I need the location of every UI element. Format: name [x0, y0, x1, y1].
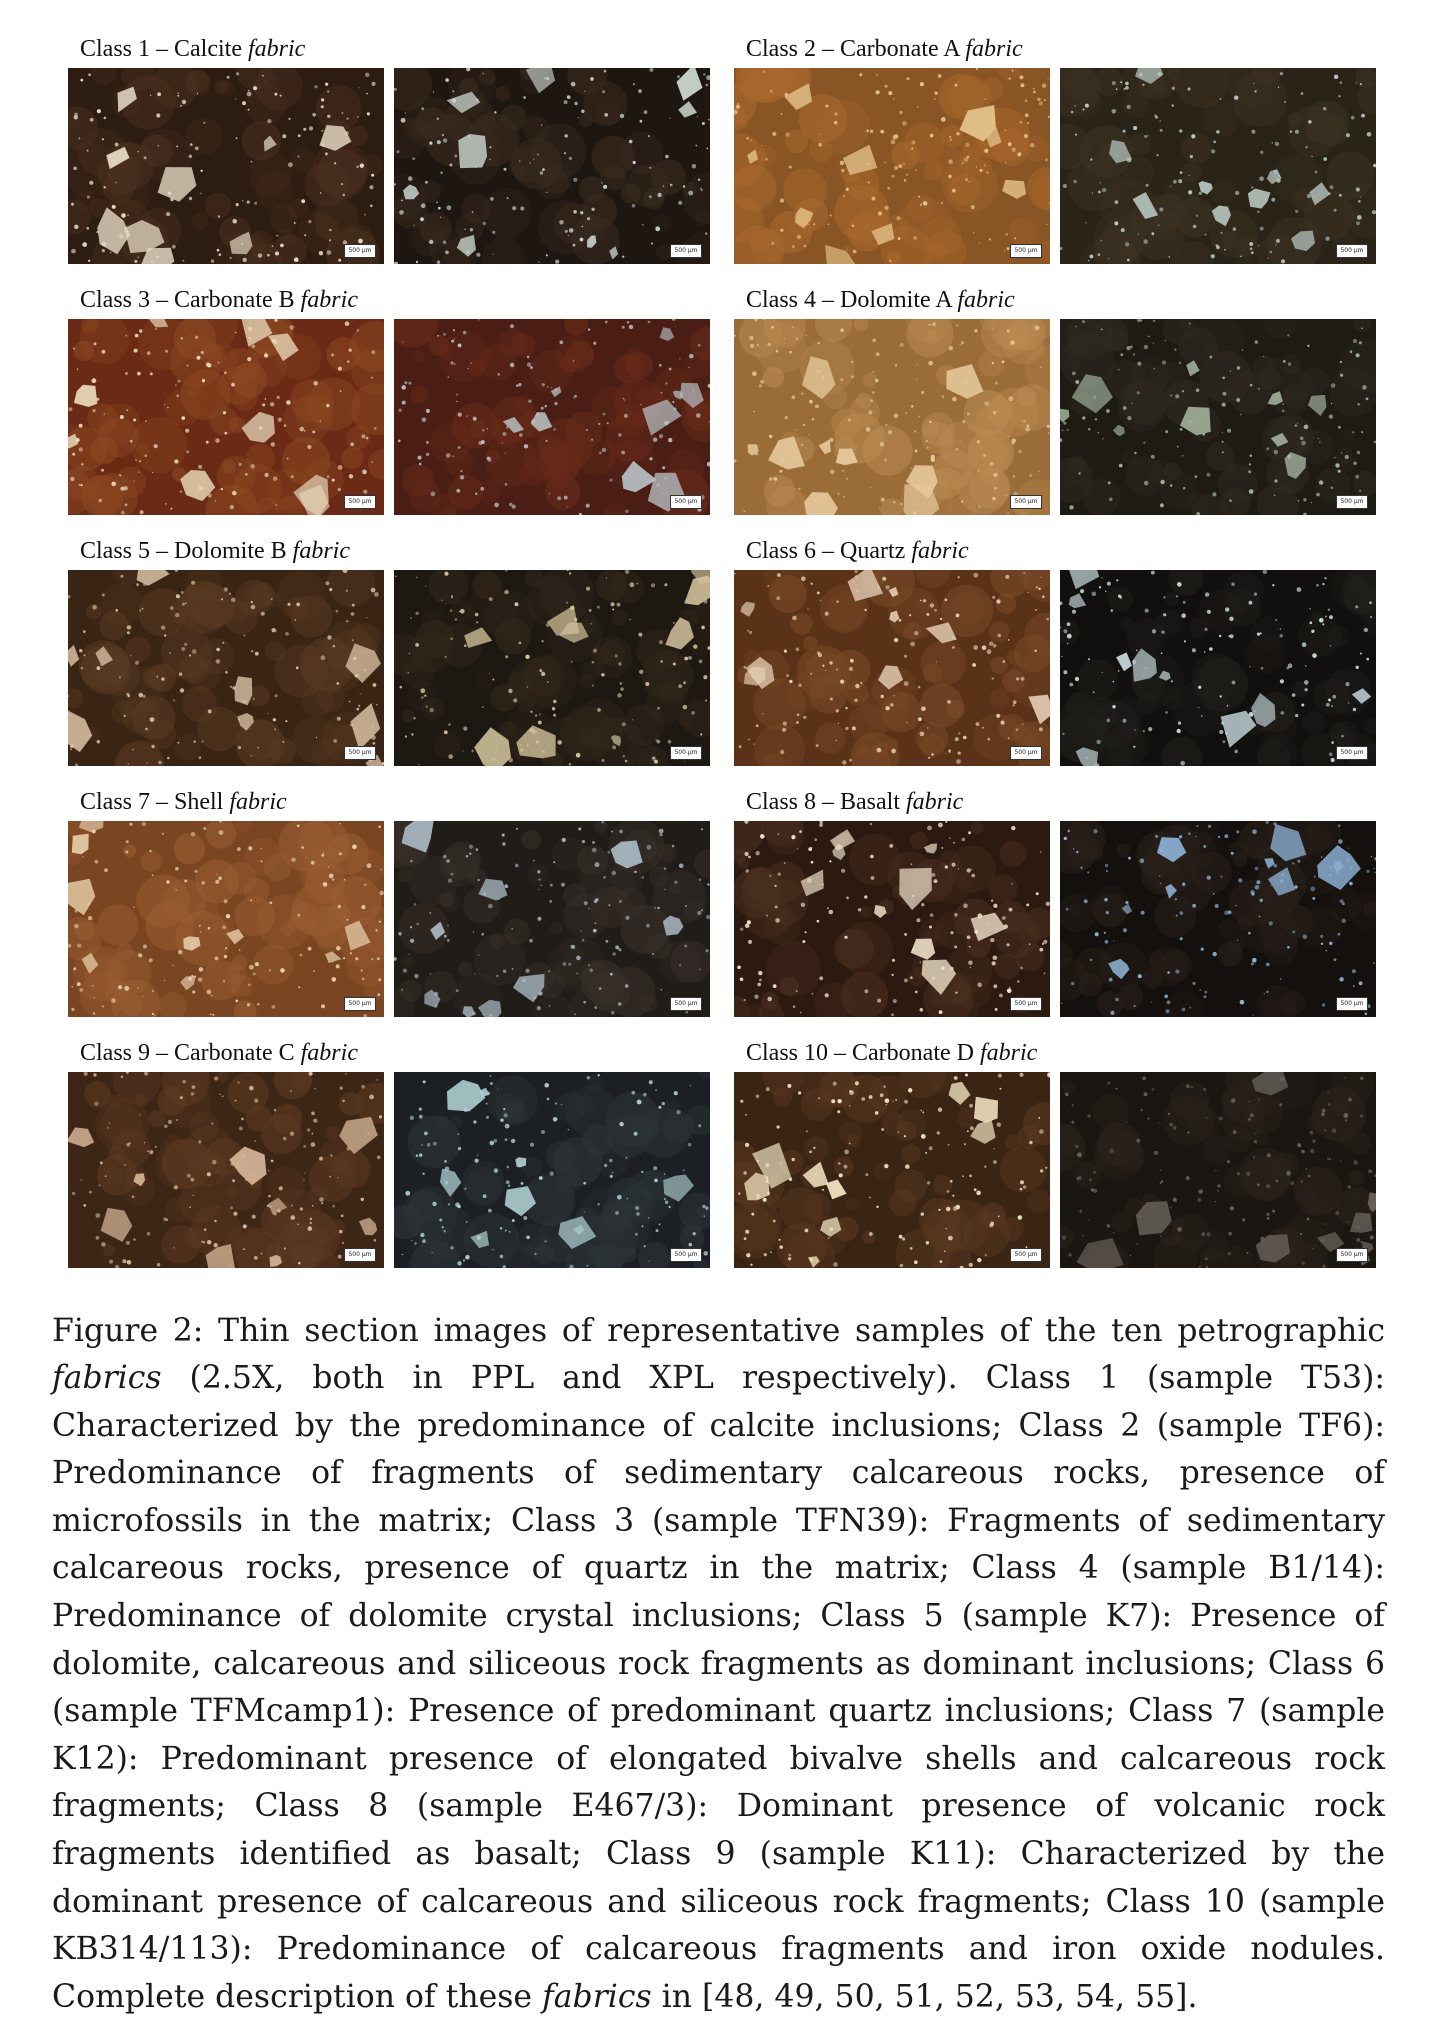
fabric-word: fabric: [911, 538, 968, 564]
xpl-micrograph-image: [394, 1072, 710, 1268]
ppl-micrograph: [68, 68, 384, 264]
panel-title: [68, 536, 700, 566]
class-label: Class 6 – Quartz: [746, 538, 905, 564]
scale-bar: 500 µm: [670, 495, 702, 509]
fabric-word: fabric: [293, 538, 350, 564]
scale-bar: 500 µm: [1010, 495, 1042, 509]
caption-text-1: Figure 2: Thin section images of representative samples of the ten petrographic: [52, 1313, 1385, 1349]
class-label: Class 10 – Carbonate D: [746, 1040, 974, 1066]
micrograph-pair: [68, 1072, 700, 1268]
class-label: Class 7 – Shell: [80, 789, 223, 815]
fabric-word: fabric: [229, 789, 286, 815]
micrograph-pair: [68, 68, 700, 264]
micrograph-pair: [734, 570, 1366, 766]
ppl-micrograph: [734, 821, 1050, 1017]
xpl-micrograph-image: [1060, 1072, 1376, 1268]
fabric-panel: [734, 787, 1366, 817]
fabric-panel: [68, 787, 700, 817]
micrograph-pair: [68, 319, 700, 515]
figure-caption: [52, 1308, 1385, 2021]
caption-italic-fabrics-2: fabrics: [542, 1979, 652, 2015]
caption-italic-fabrics-1: fabrics: [52, 1360, 162, 1396]
scale-bar: 500 µm: [670, 244, 702, 258]
scale-bar: 500 µm: [1010, 746, 1042, 760]
scale-bar: 500 µm: [1010, 997, 1042, 1011]
fabric-panel: [68, 34, 700, 64]
ppl-micrograph-image: [68, 1072, 384, 1268]
ppl-micrograph-image: [734, 821, 1050, 1017]
scale-bar: 500 µm: [344, 1248, 376, 1262]
fabric-word: fabric: [965, 36, 1022, 62]
ppl-micrograph: [734, 1072, 1050, 1268]
scale-bar: 500 µm: [1336, 997, 1368, 1011]
scale-bar: 500 µm: [1336, 746, 1368, 760]
scale-bar: 500 µm: [1010, 1248, 1042, 1262]
ppl-micrograph-image: [68, 319, 384, 515]
panel-title: [68, 1038, 700, 1068]
scale-bar: 500 µm: [344, 495, 376, 509]
panel-title: [68, 787, 700, 817]
ppl-micrograph: [734, 319, 1050, 515]
micrograph-pair: [734, 68, 1366, 264]
scale-bar: 500 µm: [344, 997, 376, 1011]
micrograph-pair: [68, 821, 700, 1017]
panel-title: [734, 787, 1366, 817]
fabric-panel: [734, 1038, 1366, 1068]
ppl-micrograph-image: [68, 68, 384, 264]
ppl-micrograph: [68, 319, 384, 515]
xpl-micrograph-image: [1060, 570, 1376, 766]
xpl-micrograph: [1060, 68, 1376, 264]
fabric-word: fabric: [301, 1040, 358, 1066]
xpl-micrograph-image: [1060, 68, 1376, 264]
fabric-word: fabric: [980, 1040, 1037, 1066]
panel-title: [68, 34, 700, 64]
scale-bar: 500 µm: [344, 746, 376, 760]
xpl-micrograph: [1060, 319, 1376, 515]
xpl-micrograph: [1060, 821, 1376, 1017]
panel-title: [734, 1038, 1366, 1068]
xpl-micrograph: [394, 1072, 710, 1268]
xpl-micrograph-image: [394, 821, 710, 1017]
fabric-panel: [734, 536, 1366, 566]
ppl-micrograph-image: [734, 319, 1050, 515]
ppl-micrograph: [68, 1072, 384, 1268]
xpl-micrograph: [1060, 570, 1376, 766]
class-label: Class 2 – Carbonate A: [746, 36, 959, 62]
xpl-micrograph: [394, 570, 710, 766]
panel-title: [734, 285, 1366, 315]
panel-title: [68, 285, 700, 315]
micrograph-pair: [734, 1072, 1366, 1268]
scale-bar: 500 µm: [670, 1248, 702, 1262]
ppl-micrograph-image: [68, 821, 384, 1017]
ppl-micrograph: [734, 68, 1050, 264]
class-label: Class 1 – Calcite: [80, 36, 242, 62]
fabric-word: fabric: [248, 36, 305, 62]
class-label: Class 3 – Carbonate B: [80, 287, 295, 313]
ppl-micrograph: [68, 821, 384, 1017]
scale-bar: 500 µm: [670, 746, 702, 760]
xpl-micrograph-image: [394, 68, 710, 264]
xpl-micrograph: [394, 821, 710, 1017]
xpl-micrograph-image: [1060, 319, 1376, 515]
ppl-micrograph-image: [734, 570, 1050, 766]
caption-text-3: in [48, 49, 50, 51, 52, 53, 54, 55].: [652, 1979, 1198, 2015]
scale-bar: 500 µm: [344, 244, 376, 258]
fabric-panel: [734, 34, 1366, 64]
micrograph-pair: [68, 570, 700, 766]
class-label: Class 4 – Dolomite A: [746, 287, 951, 313]
fabric-word: fabric: [957, 287, 1014, 313]
xpl-micrograph-image: [1060, 821, 1376, 1017]
caption-text-2: (2.5X, both in PPL and XPL respectively). Class 1 (sample T53): Characterized by the predominance of calcite inclusions; Class 2 (sample TF6): Predominance of fragments of sedimentary calcareous rocks, presence of microfossils in the matrix; Class 3 (sample TFN39): Fragments of sedimentary calcareous rocks, presence of quartz in the matrix; Class 4 (sample B1/14): Predominance of dolomite crystal inclusions; Class 5 (sample K7): Presence of dolomite, calcareous and siliceous rock fragments as dominant inclusions; Class 6 (sample TFMcamp1): Presence of predominant quartz inclusions; Class 7 (sample K12): Predominant presence of elongated bivalve shells and calcareous rock fragments; Class 8 (sample E467/3): Dominant presence of volcanic rock fragments identified as basalt; Class 9 (sample K11): Characterized by the dominant presence of calcareous and siliceous rock fragments; Class 10 (sample KB314/113): Predominance of calcareous fragments and iron oxide nodules. Complete description of these: [52, 1360, 1385, 2015]
scale-bar: 500 µm: [670, 997, 702, 1011]
fabric-panel: [68, 1038, 700, 1068]
panel-title: [734, 536, 1366, 566]
micrograph-pair: [734, 821, 1366, 1017]
ppl-micrograph: [68, 570, 384, 766]
xpl-micrograph: [394, 68, 710, 264]
fabric-panel: [68, 536, 700, 566]
xpl-micrograph: [394, 319, 710, 515]
fabric-panel: [734, 285, 1366, 315]
xpl-micrograph-image: [394, 570, 710, 766]
ppl-micrograph: [734, 570, 1050, 766]
ppl-micrograph-image: [68, 570, 384, 766]
ppl-micrograph-image: [734, 1072, 1050, 1268]
scale-bar: 500 µm: [1010, 244, 1042, 258]
xpl-micrograph-image: [394, 319, 710, 515]
fabric-panel: [68, 285, 700, 315]
xpl-micrograph: [1060, 1072, 1376, 1268]
ppl-micrograph-image: [734, 68, 1050, 264]
scale-bar: 500 µm: [1336, 495, 1368, 509]
scale-bar: 500 µm: [1336, 1248, 1368, 1262]
micrograph-pair: [734, 319, 1366, 515]
class-label: Class 9 – Carbonate C: [80, 1040, 295, 1066]
panel-title: [734, 34, 1366, 64]
scale-bar: 500 µm: [1336, 244, 1368, 258]
fabric-word: fabric: [301, 287, 358, 313]
class-label: Class 5 – Dolomite B: [80, 538, 287, 564]
class-label: Class 8 – Basalt: [746, 789, 900, 815]
fabric-word: fabric: [906, 789, 963, 815]
